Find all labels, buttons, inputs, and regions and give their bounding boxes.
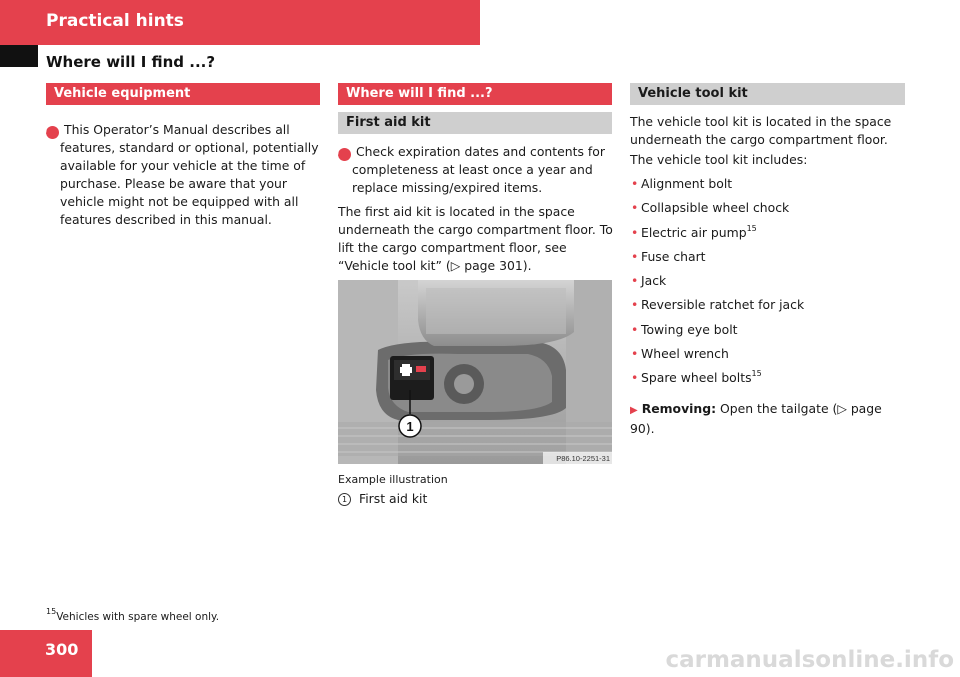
- where-find-label: Where will I find ...?: [346, 86, 493, 101]
- first-aid-kit-label: First aid kit: [346, 115, 431, 130]
- removing-instruction: [630, 400, 910, 438]
- first-aid-paragraph-text: The first aid kit is located in the space underneath the cargo compartment floor. To lift the cargo compartment floor, see “Vehicle tool kit” (▷ page 301).: [338, 204, 613, 273]
- cargo-compartment-image: [338, 280, 612, 464]
- list-item: • Spare wheel bolts$^{15}$: [630, 369, 906, 393]
- legend-number: 1: [338, 493, 351, 506]
- tool-kit-para1: [630, 113, 906, 149]
- page-subtitle: Where will I find ...?: [46, 53, 216, 71]
- image-caption: Example illustration: [338, 473, 448, 486]
- footnote: [46, 607, 220, 623]
- tool-kit-para2: [630, 151, 906, 169]
- list-item: • Towing eye bolt: [630, 321, 906, 345]
- header-red-band: [0, 0, 480, 45]
- page-number-band: [0, 630, 92, 677]
- first-aid-info: [335, 143, 614, 197]
- tool-kit-para2-text: The vehicle tool kit includes:: [630, 152, 808, 167]
- footnote-number: 15: [46, 607, 57, 616]
- removing-text: Open the tailgate (▷ page 90).: [630, 401, 882, 436]
- illustration-code: P86.10-2251-31: [556, 454, 610, 463]
- legend-item: [338, 490, 427, 508]
- header-black-tab: [0, 45, 38, 67]
- list-item: • Alignment bolt: [630, 175, 906, 199]
- list-item: • Reversible ratchet for jack: [630, 296, 906, 320]
- list-item: • Collapsible wheel chock: [630, 199, 906, 223]
- list-item: • Wheel wrench: [630, 345, 906, 369]
- tool-kit-para1-text: The vehicle tool kit is located in the space underneath the cargo compartment floor.: [630, 114, 892, 147]
- first-aid-kit-bar: [338, 112, 612, 134]
- illustration-callout-1: 1: [406, 419, 414, 434]
- footnote-mark: 15: [751, 369, 762, 379]
- page-number: 300: [45, 640, 79, 659]
- list-item: • Electric air pump$^{15}$: [630, 224, 906, 248]
- removing-label: Removing:: [641, 401, 717, 416]
- arrow-right-icon: ▶: [630, 405, 638, 416]
- section-title: Practical hints: [46, 11, 184, 31]
- legend-text: First aid kit: [359, 491, 428, 506]
- where-find-bar: [338, 83, 612, 105]
- vehicle-equipment-label: Vehicle equipment: [54, 86, 191, 101]
- vehicle-tool-kit-bar: [630, 83, 905, 105]
- vehicle-equipment-info-text: This Operator’s Manual describes all features, standard or optional, potentially available for your vehicle at the time of purchase. Please be aware that your vehicle might not be equipped with all features described in this manual.: [60, 122, 319, 227]
- vehicle-tool-kit-label: Vehicle tool kit: [638, 86, 748, 101]
- list-item: • Jack: [630, 272, 906, 296]
- tool-kit-list: [630, 175, 906, 394]
- watermark: carmanualsonline.info: [665, 647, 954, 673]
- info-icon: i: [338, 148, 351, 161]
- first-aid-info-text: Check expiration dates and contents for completeness at least once a year and replace missing/expired items.: [352, 144, 605, 195]
- footnote-mark: 15: [746, 223, 757, 233]
- first-aid-paragraph: [338, 203, 614, 275]
- footnote-text: Vehicles with spare wheel only.: [56, 611, 220, 623]
- first-aid-illustration: [338, 280, 612, 464]
- vehicle-equipment-bar: [46, 83, 320, 105]
- list-item: • Fuse chart: [630, 248, 906, 272]
- vehicle-equipment-info: [43, 121, 322, 229]
- info-icon: i: [46, 126, 59, 139]
